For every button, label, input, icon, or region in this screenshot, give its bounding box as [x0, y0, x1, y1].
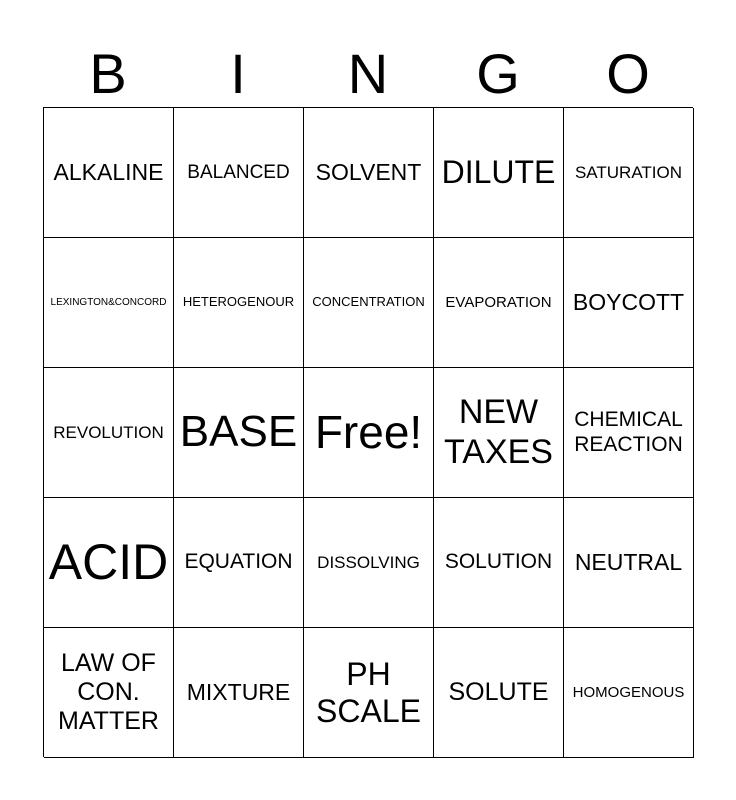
cell-label: Free! [314, 406, 423, 459]
cell-label: CHEMICAL REACTION [574, 408, 683, 456]
bingo-cell-r4-c5[interactable] [564, 498, 694, 628]
header-letter-b: B [89, 42, 127, 105]
cell-label: NEUTRAL [574, 549, 683, 576]
bingo-cell-r1-c4[interactable] [434, 108, 564, 238]
cell-label: SOLUTION [444, 550, 553, 574]
bingo-cell-r3-c2[interactable] [174, 368, 304, 498]
bingo-cell-r4-c1[interactable] [44, 498, 174, 628]
bingo-cell-r2-c3[interactable] [304, 238, 434, 368]
cell-label: EVAPORATION [445, 293, 552, 311]
bingo-cell-r3-c5[interactable] [564, 368, 694, 498]
bingo-cell-r1-c1[interactable] [44, 108, 174, 238]
cell-label: ALKALINE [53, 159, 164, 186]
cell-label: MIXTURE [186, 679, 291, 706]
cell-label: BALANCED [187, 161, 290, 183]
cell-label: SOLUTE [448, 678, 549, 707]
cell-label: EQUATION [184, 550, 293, 574]
cell-label: ACID [48, 533, 169, 590]
cell-label: DILUTE [441, 154, 556, 191]
bingo-cell-r4-c2[interactable] [174, 498, 304, 628]
bingo-cell-r2-c2[interactable] [174, 238, 304, 368]
bingo-cell-r4-c3[interactable] [304, 498, 434, 628]
bingo-cell-r3-c3[interactable] [304, 368, 434, 498]
bingo-cell-r1-c2[interactable] [174, 108, 304, 238]
cell-label: REVOLUTION [53, 422, 164, 442]
bingo-cell-r2-c1[interactable] [44, 238, 174, 368]
header-letter-n: N [347, 42, 389, 105]
header-letter-i: I [230, 42, 246, 105]
bingo-cell-r3-c4[interactable] [434, 368, 564, 498]
bingo-cell-r2-c4[interactable] [434, 238, 564, 368]
bingo-cell-r3-c1[interactable] [44, 368, 174, 498]
cell-label: SATURATION [574, 162, 683, 182]
cell-label: HETEROGENOUR [182, 294, 295, 310]
bingo-header [43, 40, 693, 108]
cell-label: CONCENTRATION [312, 294, 425, 310]
bingo-cell-r1-c5[interactable] [564, 108, 694, 238]
bingo-cell-r5-c2[interactable] [174, 628, 304, 758]
cell-label: DISSOLVING [317, 552, 420, 572]
cell-label: BASE [179, 407, 298, 457]
bingo-cell-r5-c4[interactable] [434, 628, 564, 758]
cell-label: LEXINGTON&CONCORD [50, 296, 167, 308]
bingo-cell-r2-c5[interactable] [564, 238, 694, 368]
bingo-cell-r4-c4[interactable] [434, 498, 564, 628]
cell-label: BOYCOTT [572, 289, 685, 316]
cell-label: NEW TAXES [444, 393, 553, 471]
cell-label: LAW OF CON. MATTER [58, 649, 159, 735]
bingo-board [43, 107, 693, 757]
bingo-cell-r1-c3[interactable] [304, 108, 434, 238]
cell-label: HOMOGENOUS [572, 683, 685, 701]
cell-label: PH SCALE [316, 655, 421, 729]
bingo-cell-r5-c1[interactable] [44, 628, 174, 758]
bingo-cell-r5-c3[interactable] [304, 628, 434, 758]
header-letter-g: G [476, 42, 520, 105]
bingo-cell-r5-c5[interactable] [564, 628, 694, 758]
cell-label: SOLVENT [315, 159, 422, 186]
header-letter-o: O [606, 42, 650, 105]
